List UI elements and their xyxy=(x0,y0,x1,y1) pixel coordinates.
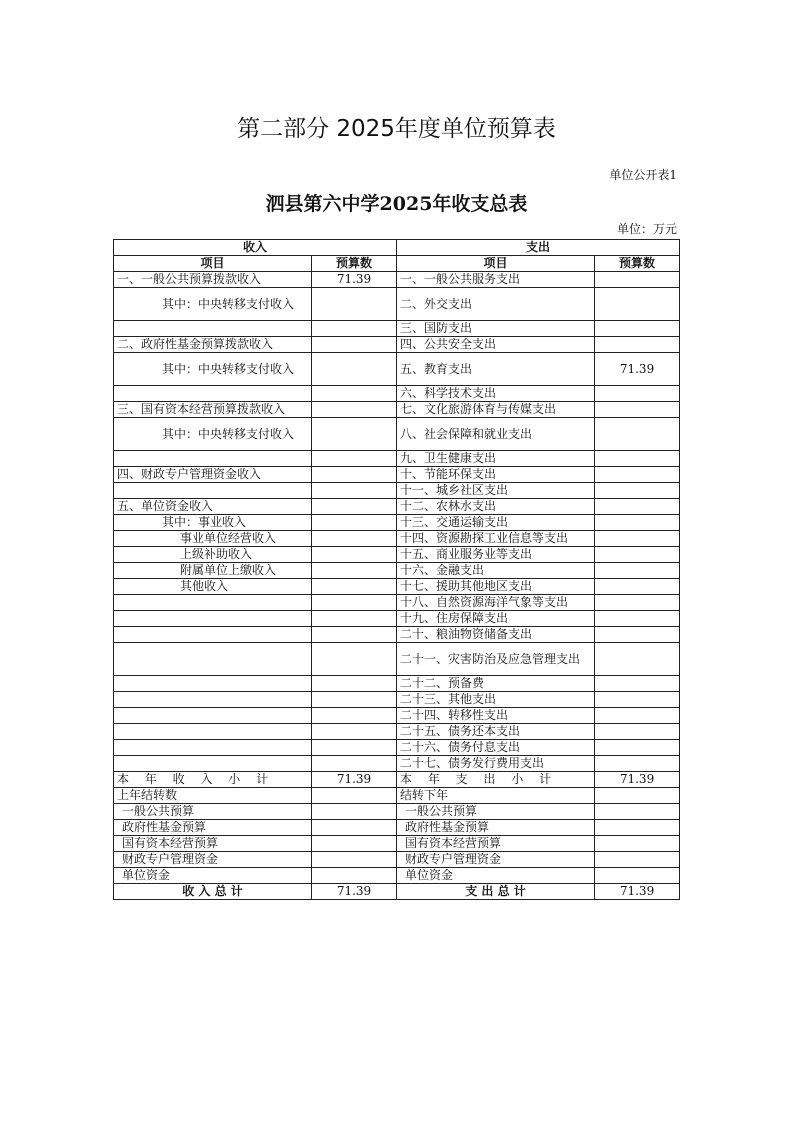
table-row xyxy=(114,676,680,692)
expenditure-item-cell: 二十六、债务付息支出 xyxy=(397,740,595,756)
expenditure-item-cell: 二十四、转移性支出 xyxy=(397,708,595,724)
header-row-columns xyxy=(114,256,680,272)
expenditure-amount-cell xyxy=(595,386,680,402)
expenditure-item-cell: 单位资金 xyxy=(397,868,595,884)
table-row xyxy=(114,595,680,611)
table-row xyxy=(114,836,680,852)
income-amount-cell xyxy=(312,402,397,418)
income-item-cell: 其中：中央转移支付收入 xyxy=(114,418,312,451)
expenditure-amount-cell xyxy=(595,515,680,531)
table-row xyxy=(114,563,680,579)
expenditure-amount-cell: 71.39 xyxy=(595,884,680,900)
expenditure-amount-cell xyxy=(595,499,680,515)
table-row xyxy=(114,402,680,418)
expenditure-item-cell: 三、国防支出 xyxy=(397,321,595,337)
income-amount-cell xyxy=(312,708,397,724)
income-amount-cell xyxy=(312,563,397,579)
expenditure-amount-cell xyxy=(595,692,680,708)
expenditure-amount-cell xyxy=(595,547,680,563)
income-amount-cell xyxy=(312,515,397,531)
income-amount-cell xyxy=(312,579,397,595)
table-row xyxy=(114,643,680,676)
expenditure-item-cell: 十五、商业服务业等支出 xyxy=(397,547,595,563)
income-item-cell xyxy=(114,643,312,676)
table-row xyxy=(114,868,680,884)
income-item-cell: 单位资金 xyxy=(114,868,312,884)
expenditure-amount-header: 预算数 xyxy=(595,256,680,272)
expenditure-amount-cell xyxy=(595,418,680,451)
expenditure-amount-cell xyxy=(595,836,680,852)
income-item-cell xyxy=(114,692,312,708)
expenditure-amount-cell xyxy=(595,531,680,547)
expenditure-amount-cell xyxy=(595,820,680,836)
income-header: 收入 xyxy=(114,240,397,256)
income-item-cell xyxy=(114,483,312,499)
table-row xyxy=(114,852,680,868)
expenditure-item-cell: 二十二、预备费 xyxy=(397,676,595,692)
expenditure-header: 支出 xyxy=(397,240,680,256)
income-item-cell: 其他收入 xyxy=(114,579,312,595)
expenditure-amount-cell xyxy=(595,788,680,804)
budget-table xyxy=(113,239,680,900)
income-item-cell: 二、政府性基金预算拨款收入 xyxy=(114,337,312,353)
income-item-cell xyxy=(114,321,312,337)
expenditure-item-cell: 一般公共预算 xyxy=(397,804,595,820)
table-row xyxy=(114,418,680,451)
income-amount-cell xyxy=(312,820,397,836)
expenditure-amount-cell xyxy=(595,467,680,483)
income-amount-cell xyxy=(312,321,397,337)
expenditure-item-cell: 二十一、灾害防治及应急管理支出 xyxy=(397,643,595,676)
income-item-header: 项目 xyxy=(114,256,312,272)
table-row xyxy=(114,547,680,563)
income-amount-cell xyxy=(312,643,397,676)
header-row-group xyxy=(114,240,680,256)
income-item-cell xyxy=(114,708,312,724)
table-row xyxy=(114,386,680,402)
expenditure-item-cell: 二十三、其他支出 xyxy=(397,692,595,708)
table-row xyxy=(114,740,680,756)
expenditure-item-cell: 七、文化旅游体育与传媒支出 xyxy=(397,402,595,418)
income-item-cell: 一般公共预算 xyxy=(114,804,312,820)
expenditure-item-cell: 二十五、债务还本支出 xyxy=(397,724,595,740)
table-row xyxy=(114,337,680,353)
expenditure-amount-cell xyxy=(595,708,680,724)
expenditure-amount-cell xyxy=(595,852,680,868)
expenditure-item-cell: 二十七、债务发行费用支出 xyxy=(397,756,595,772)
expenditure-amount-cell xyxy=(595,402,680,418)
expenditure-item-cell: 十一、城乡社区支出 xyxy=(397,483,595,499)
expenditure-item-cell: 结转下年 xyxy=(397,788,595,804)
income-amount-cell xyxy=(312,499,397,515)
expenditure-amount-cell xyxy=(595,611,680,627)
table-row xyxy=(114,804,680,820)
income-amount-cell xyxy=(312,611,397,627)
income-amount-header: 预算数 xyxy=(312,256,397,272)
income-item-cell xyxy=(114,724,312,740)
income-item-cell: 上年结转数 xyxy=(114,788,312,804)
table-row xyxy=(114,756,680,772)
expenditure-amount-cell xyxy=(595,272,680,288)
income-amount-cell xyxy=(312,740,397,756)
table-row xyxy=(114,708,680,724)
table-row xyxy=(114,515,680,531)
table-row xyxy=(114,353,680,386)
income-amount-cell xyxy=(312,724,397,740)
expenditure-amount-cell xyxy=(595,563,680,579)
income-item-cell xyxy=(114,595,312,611)
income-amount-cell xyxy=(312,627,397,643)
table-row xyxy=(114,692,680,708)
expenditure-amount-cell xyxy=(595,483,680,499)
expenditure-item-cell: 十四、资源勘探工业信息等支出 xyxy=(397,531,595,547)
income-item-cell xyxy=(114,611,312,627)
expenditure-item-cell: 十、节能环保支出 xyxy=(397,467,595,483)
table-row xyxy=(114,820,680,836)
table-row xyxy=(114,531,680,547)
expenditure-item-cell: 十六、金融支出 xyxy=(397,563,595,579)
income-amount-cell xyxy=(312,852,397,868)
expenditure-amount-cell xyxy=(595,643,680,676)
income-item-cell: 本 年 收 入 小 计 xyxy=(114,772,312,788)
income-amount-cell xyxy=(312,692,397,708)
income-item-cell: 收 入 总 计 xyxy=(114,884,312,900)
table-row xyxy=(114,499,680,515)
table-row xyxy=(114,788,680,804)
table-title: 泗县第六中学2025年收支总表 xyxy=(265,193,528,215)
income-amount-cell xyxy=(312,547,397,563)
table-row xyxy=(114,627,680,643)
expenditure-amount-cell xyxy=(595,676,680,692)
income-amount-cell xyxy=(312,353,397,386)
income-amount-cell xyxy=(312,451,397,467)
income-item-cell: 五、单位资金收入 xyxy=(114,499,312,515)
expenditure-item-cell: 国有资本经营预算 xyxy=(397,836,595,852)
income-amount-cell: 71.39 xyxy=(312,884,397,900)
expenditure-amount-cell xyxy=(595,595,680,611)
income-amount-cell xyxy=(312,288,397,321)
table-row xyxy=(114,724,680,740)
income-item-cell: 一、一般公共预算拨款收入 xyxy=(114,272,312,288)
income-amount-cell xyxy=(312,483,397,499)
income-item-cell: 财政专户管理资金 xyxy=(114,852,312,868)
income-item-cell: 三、国有资本经营预算拨款收入 xyxy=(114,402,312,418)
expenditure-amount-cell xyxy=(595,740,680,756)
expenditure-item-cell: 政府性基金预算 xyxy=(397,820,595,836)
table-row xyxy=(114,579,680,595)
expenditure-amount-cell xyxy=(595,804,680,820)
expenditure-amount-cell: 71.39 xyxy=(595,353,680,386)
income-amount-cell xyxy=(312,337,397,353)
expenditure-item-cell: 十八、自然资源海洋气象等支出 xyxy=(397,595,595,611)
income-amount-cell xyxy=(312,756,397,772)
expenditure-amount-cell xyxy=(595,868,680,884)
table-row xyxy=(114,288,680,321)
table-row xyxy=(114,611,680,627)
income-item-cell: 附属单位上缴收入 xyxy=(114,563,312,579)
expenditure-item-cell: 二十、粮油物资储备支出 xyxy=(397,627,595,643)
income-amount-cell xyxy=(312,836,397,852)
income-amount-cell: 71.39 xyxy=(312,272,397,288)
income-amount-cell xyxy=(312,386,397,402)
income-item-cell xyxy=(114,676,312,692)
table-row xyxy=(114,772,680,788)
income-item-cell: 其中：中央转移支付收入 xyxy=(114,288,312,321)
expenditure-amount-cell xyxy=(595,337,680,353)
expenditure-amount-cell: 71.39 xyxy=(595,772,680,788)
income-item-cell: 其中：中央转移支付收入 xyxy=(114,353,312,386)
income-amount-cell xyxy=(312,595,397,611)
table-row xyxy=(114,884,680,900)
income-amount-cell: 71.39 xyxy=(312,772,397,788)
table-row xyxy=(114,321,680,337)
unit-label: 单位：万元 xyxy=(616,222,677,236)
table-row xyxy=(114,483,680,499)
expenditure-item-header: 项目 xyxy=(397,256,595,272)
expenditure-item-cell: 五、教育支出 xyxy=(397,353,595,386)
income-item-cell: 上级补助收入 xyxy=(114,547,312,563)
income-item-cell xyxy=(114,451,312,467)
income-amount-cell xyxy=(312,788,397,804)
expenditure-item-cell: 十二、农林水支出 xyxy=(397,499,595,515)
income-amount-cell xyxy=(312,531,397,547)
expenditure-amount-cell xyxy=(595,724,680,740)
table-row xyxy=(114,272,680,288)
income-amount-cell xyxy=(312,804,397,820)
income-amount-cell xyxy=(312,467,397,483)
expenditure-item-cell: 八、社会保障和就业支出 xyxy=(397,418,595,451)
income-item-cell: 四、财政专户管理资金收入 xyxy=(114,467,312,483)
income-item-cell: 其中：事业收入 xyxy=(114,515,312,531)
expenditure-item-cell: 四、公共安全支出 xyxy=(397,337,595,353)
income-amount-cell xyxy=(312,418,397,451)
income-amount-cell xyxy=(312,868,397,884)
part-title: 第二部分 2025年度单位预算表 xyxy=(237,116,556,142)
expenditure-item-cell: 六、科学技术支出 xyxy=(397,386,595,402)
income-item-cell xyxy=(114,740,312,756)
expenditure-amount-cell xyxy=(595,756,680,772)
expenditure-item-cell: 本 年 支 出 小 计 xyxy=(397,772,595,788)
expenditure-item-cell: 十七、援助其他地区支出 xyxy=(397,579,595,595)
expenditure-amount-cell xyxy=(595,451,680,467)
income-amount-cell xyxy=(312,676,397,692)
table-row xyxy=(114,451,680,467)
income-item-cell xyxy=(114,627,312,643)
expenditure-item-cell: 一、一般公共服务支出 xyxy=(397,272,595,288)
expenditure-amount-cell xyxy=(595,579,680,595)
table-row xyxy=(114,467,680,483)
expenditure-amount-cell xyxy=(595,321,680,337)
income-item-cell xyxy=(114,386,312,402)
form-number: 单位公开表1 xyxy=(609,168,677,182)
income-item-cell: 国有资本经营预算 xyxy=(114,836,312,852)
income-item-cell xyxy=(114,756,312,772)
expenditure-item-cell: 财政专户管理资金 xyxy=(397,852,595,868)
expenditure-item-cell: 支 出 总 计 xyxy=(397,884,595,900)
expenditure-amount-cell xyxy=(595,288,680,321)
expenditure-amount-cell xyxy=(595,627,680,643)
income-item-cell: 事业单位经营收入 xyxy=(114,531,312,547)
expenditure-item-cell: 十九、住房保障支出 xyxy=(397,611,595,627)
income-item-cell: 政府性基金预算 xyxy=(114,820,312,836)
expenditure-item-cell: 九、卫生健康支出 xyxy=(397,451,595,467)
expenditure-item-cell: 二、外交支出 xyxy=(397,288,595,321)
expenditure-item-cell: 十三、交通运输支出 xyxy=(397,515,595,531)
